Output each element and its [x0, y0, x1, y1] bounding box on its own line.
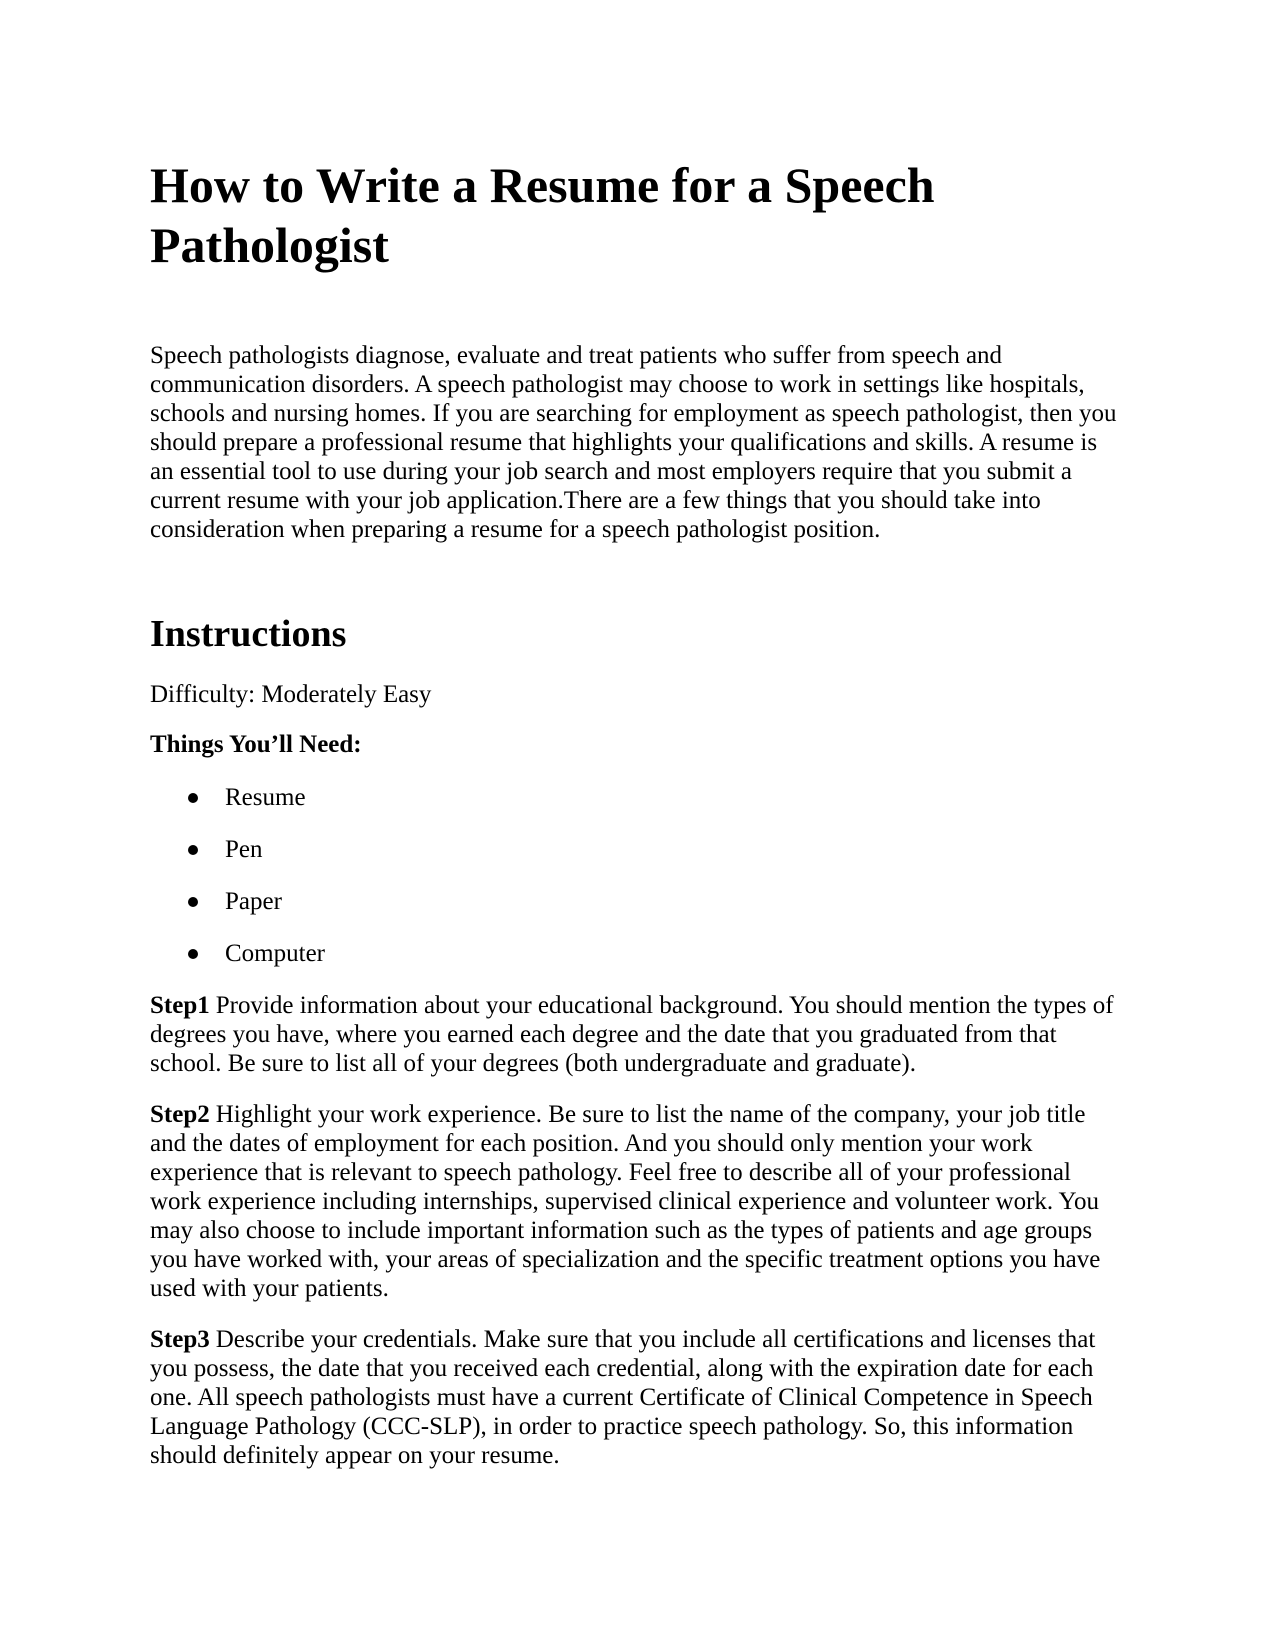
step-label: Step1 [150, 992, 210, 1019]
step-paragraph [150, 1325, 1125, 1470]
bullet-icon [188, 897, 198, 907]
list-item [150, 939, 1125, 968]
difficulty-line: Difficulty: Moderately Easy [150, 681, 432, 708]
step-label: Step2 [150, 1101, 210, 1128]
intro-paragraph: Speech pathologists diagnose, evaluate and treat patients who suffer from speech and communication disorders. A speech pathologist may choose to work in settings like hospitals, schools and nursing homes. If you are searching for employment as speech pathologist, then you should prepare a professional resume that highlights your qualifications and skills. A resume is an essential tool to use during your job search and most employers require that you submit a current resume with your job application.There are a few things that you should take into consideration when preparing a resume for a speech pathologist position. [150, 342, 1117, 543]
step-paragraph [150, 991, 1125, 1078]
bullet-icon [188, 793, 198, 803]
bullet-icon [188, 845, 198, 855]
list-item-label: Pen [225, 836, 263, 863]
things-needed-list [150, 783, 1125, 968]
bullet-icon [188, 949, 198, 959]
page-title: How to Write a Resume for a Speech Pathologist [150, 157, 935, 273]
step-text: Provide information about your educational background. You should mention the types of degrees you have, where you earned each degree and the date that you graduated from that school. Be sure to list all of your degrees (both undergraduate and graduate). [150, 992, 1114, 1077]
list-item-label: Computer [225, 940, 325, 967]
things-needed-label: Things You’ll Need: [150, 731, 362, 758]
step-label: Step3 [150, 1326, 210, 1353]
step-text: Describe your credentials. Make sure that you include all certifications and licenses that you possess, the date that you received each credential, along with the expiration date for each one. All speech pathologists must have a current Certificate of Clinical Competence in Speech Language Pathology (CCC-SLP), in order to practice speech pathology. So, this information should definitely appear on your resume. [150, 1326, 1096, 1469]
step-paragraph [150, 1100, 1125, 1303]
step-text: Highlight your work experience. Be sure to list the name of the company, your job title and the dates of employment for each position. And you should only mention your work experience that is relevant to speech pathology. Feel free to describe all of your professional work experience including internships, supervised clinical experience and volunteer work. You may also choose to include important information such as the types of patients and age groups you have worked with, your areas of specialization and the specific treatment options you have used with your patients. [150, 1101, 1101, 1302]
list-item [150, 887, 1125, 916]
list-item-label: Paper [225, 888, 282, 915]
list-item [150, 783, 1125, 812]
list-item-label: Resume [225, 784, 306, 811]
instructions-heading: Instructions [150, 613, 347, 655]
list-item [150, 835, 1125, 864]
